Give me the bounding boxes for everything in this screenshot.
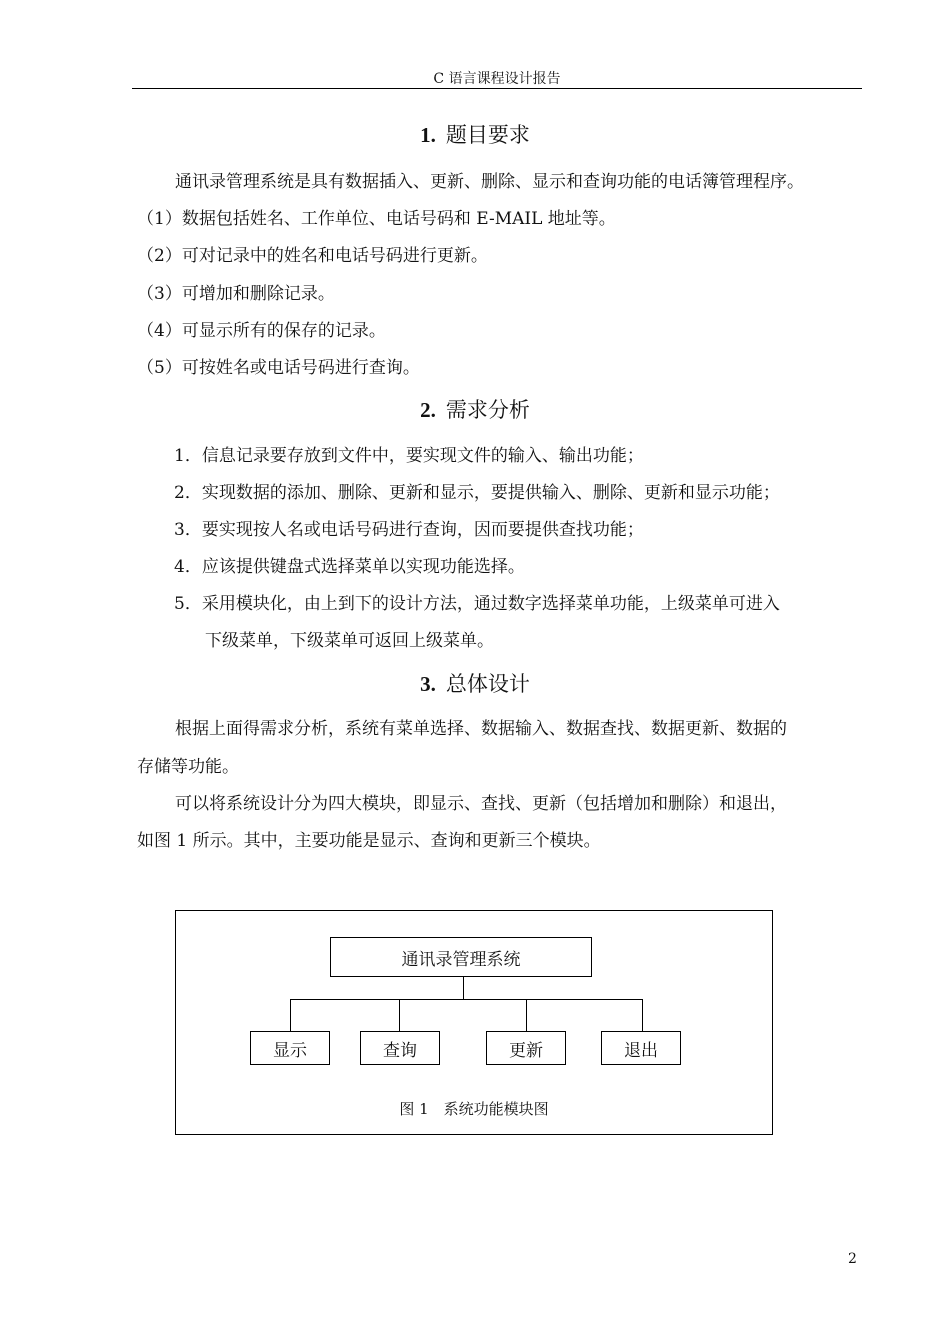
connector-line-update (526, 999, 527, 1031)
section-3-number: 3. (420, 672, 436, 696)
design-paragraph-1-line-1: 根据上面得需求分析，系统有菜单选择、数据输入、数据查找、数据更新、数据的 (175, 719, 787, 739)
section-1-intro: 通讯录管理系统是具有数据插入、更新、删除、显示和查询功能的电话簿管理程序。 (175, 172, 804, 192)
module-box-exit: 退出 (601, 1031, 681, 1065)
analysis-item-4: 4．应该提供键盘式选择菜单以实现功能选择。 (174, 557, 525, 577)
section-2-title: 需求分析 (445, 398, 530, 422)
section-1-heading (0, 122, 950, 148)
design-paragraph-2-line-1: 可以将系统设计分为四大模块，即显示、查找、更新（包括增加和删除）和退出， (175, 794, 787, 814)
connector-line-query (399, 999, 400, 1031)
page-number: 2 (848, 1251, 857, 1267)
design-paragraph-2-line-2: 如图 1 所示。其中，主要功能是显示、查询和更新三个模块。 (137, 831, 601, 851)
requirement-item-3: （3）可增加和删除记录。 (137, 284, 335, 304)
connector-line-exit (642, 999, 643, 1031)
module-box-display: 显示 (250, 1031, 330, 1065)
module-diagram-figure (175, 910, 773, 1135)
design-paragraph-1-line-2: 存储等功能。 (137, 757, 239, 777)
analysis-item-5-continued: 下级菜单，下级菜单可返回上级菜单。 (205, 631, 494, 651)
section-2-number: 2. (420, 398, 436, 422)
requirement-item-5: （5）可按姓名或电话号码进行查询。 (137, 358, 420, 378)
requirement-item-1: （1）数据包括姓名、工作单位、电话号码和 E-MAIL 地址等。 (137, 209, 616, 229)
requirement-item-2: （2）可对记录中的姓名和电话号码进行更新。 (137, 246, 488, 266)
running-header: C 语言课程设计报告 (433, 71, 561, 87)
section-1-title: 题目要求 (445, 123, 530, 147)
analysis-item-1: 1．信息记录要存放到文件中，要实现文件的输入、输出功能； (174, 446, 644, 466)
figure-caption: 图 1 系统功能模块图 (399, 1100, 549, 1118)
section-1-number: 1. (420, 123, 436, 147)
section-3-heading (0, 671, 950, 697)
module-box-update: 更新 (486, 1031, 566, 1065)
horizontal-connector-line (290, 999, 642, 1000)
requirement-item-4: （4）可显示所有的保存的记录。 (137, 321, 386, 341)
header-rule (132, 88, 862, 89)
module-box-query: 查询 (360, 1031, 440, 1065)
analysis-item-5: 5．采用模块化，由上到下的设计方法，通过数字选择菜单功能，上级菜单可进入 (174, 594, 780, 614)
root-module-box: 通讯录管理系统 (330, 937, 592, 977)
analysis-item-2: 2．实现数据的添加、删除、更新和显示，要提供输入、删除、更新和显示功能； (174, 483, 780, 503)
analysis-item-3: 3．要实现按人名或电话号码进行查询，因而要提供查找功能； (174, 520, 644, 540)
root-connector-line (463, 977, 464, 999)
section-3-title: 总体设计 (445, 672, 530, 696)
connector-line-display (290, 999, 291, 1031)
section-2-heading (0, 397, 950, 423)
